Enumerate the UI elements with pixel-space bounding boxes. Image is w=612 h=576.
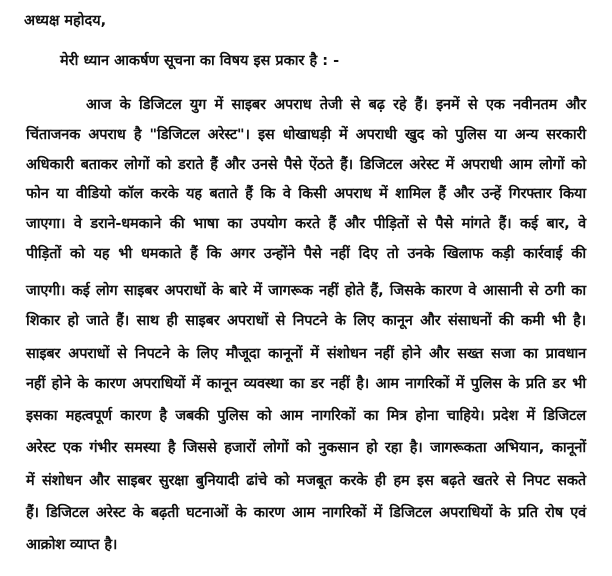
salutation: अध्यक्ष महोदय, <box>24 13 107 29</box>
body-line: जाएगा। वे डराने-धमकाने की भाषा का उपयोग करते हैं और पीड़ितों से पैसे मांगते हैं। कई बार, वे <box>26 216 586 232</box>
body-line: में संशोधन और साइबर सुरक्षा बुनियादी ढांचे को मजबूत करके ही हम इस बढ़ते खतरे से निपट सकते <box>26 473 586 489</box>
body-line: साइबर अपराधों से निपटने के लिए मौजूदा कानूनों में संशोधन नहीं होने और सख्त सजा का प्रावधान <box>26 346 586 362</box>
body-line: शिकार हो जाते हैं। साथ ही साइबर अपराधों से निपटने के लिए कानून और संसाधनों की कमी भी है। <box>26 313 586 329</box>
body-line: अधिकारी बताकर लोगों को डराते हैं और उनसे पैसे ऐंठते हैं। डिजिटल अरेस्ट में अपराधी आम लोगों को <box>26 157 586 173</box>
body-line: अरेस्ट एक गंभीर समस्या है जिससे हजारों लोगों को नुकसान हो रहा है। जागरूकता अभियान, कानूनों <box>26 440 586 456</box>
intro-line: मेरी ध्यान आकर्षण सूचना का विषय इस प्रकार है : - <box>60 53 340 69</box>
body-line: चिंताजनक अपराध है "डिजिटल अरेस्ट"। इस धोखाधड़ी में अपराधी खुद को पुलिस या अन्य सरकारी <box>26 127 586 143</box>
body-line: इसका महत्वपूर्ण कारण है जबकी पुलिस को आम नागरिकों का मित्र होना चाहिये। प्रदेश में डिजिटल <box>26 408 586 424</box>
body-line: आज के डिजिटल युग में साइबर अपराध तेजी से बढ़ रहे हैं। इनमें से एक नवीनतम और <box>86 97 586 113</box>
body-line: पीड़ितों को यह भी धमकाते हैं कि अगर उन्होंने पैसे नहीं दिए तो उनके खिलाफ कड़ी कार्रवाई की <box>26 246 586 262</box>
body-line: नहीं होने के कारण अपराधियों में कानून व्यवस्था का डर नहीं है। आम नागरिकों में पुलिस के प्रति डर भी <box>26 376 586 392</box>
body-line: जाएगी। कई लोग साइबर अपराधों के बारे में जागरूक नहीं होते हैं, जिसके कारण वे आसानी से ठगी का <box>26 283 586 299</box>
body-line: आक्रोश व्याप्त है। <box>26 537 118 553</box>
body-line: फोन या वीडियो कॉल करके यह बताते हैं कि वे किसी अपराध में शामिल हैं और उन्हें गिरफ्तार किया <box>26 186 586 202</box>
body-line: हैं। डिजिटल अरेस्ट के बढ़ती घटनाओं के कारण आम नागरिकों में डिजिटल अपराधियों के प्रति रोष एवं <box>26 505 586 521</box>
